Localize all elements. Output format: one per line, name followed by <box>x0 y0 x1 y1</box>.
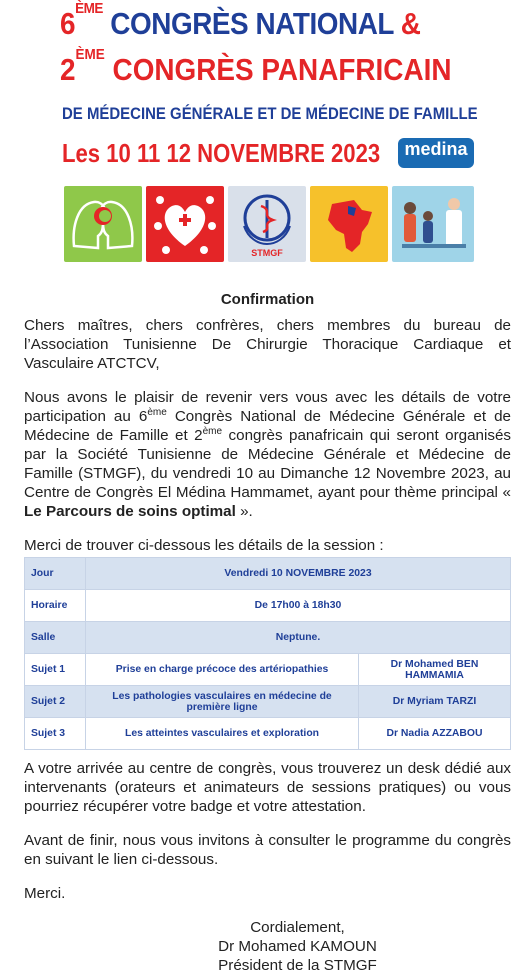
sujet-label: Sujet 2 <box>25 686 86 718</box>
cordialement-text: Cordialement, <box>250 919 345 936</box>
svg-text:STMGF: STMGF <box>251 248 283 258</box>
desk-paragraph: A votre arrivée au centre de congrès, vous trouverez un desk dédié aux intervenants (orateurs et animateurs de sessions pratiques) ou vous pourriez récupérer votre badge et votre attestation. <box>24 760 511 815</box>
session-table <box>24 557 511 750</box>
medina-logo: medina <box>398 138 474 168</box>
letter-title: Confirmation <box>220 291 315 308</box>
signer-title: Président de la STMGF <box>218 957 377 974</box>
details-paragraph: Nous avons le plaisir de revenir vers vous avec les détails de votre participation au 6ème Congrès National de Médecine Générale et de Médecine de Famille et 2ème congrès panafricain qui seront organisés par la Société Tunisienne de Médecine Générale et Médecine de Famille (STMGF), du vendredi 10 au Dimanche 12 Novembre 2023, au Centre de Congrès El Médina Hammamet, ayant pour thème principal « Le Parcours de soins optimal ». <box>24 389 512 520</box>
table-row <box>25 590 511 622</box>
table-row <box>25 558 511 590</box>
programme-paragraph: Avant de finir, nous vous invitons à consulter le programme du congrès en suivant le lien ci-dessous. <box>24 832 511 868</box>
sujet-label: Sujet 1 <box>25 654 86 686</box>
salle-value: Neptune. <box>86 622 511 654</box>
congress-banner <box>0 0 523 272</box>
banner-subtitle: DE MÉDECINE GÉNÉRALE ET DE MÉDECINE DE FAMILLE <box>62 104 478 123</box>
table-row <box>25 718 511 750</box>
banner-dates: Les 10 11 12 NOVEMBRE 2023 <box>62 138 381 168</box>
banner-line-panafricain: 2ÈME CONGRÈS PANAFRICAIN <box>60 46 452 87</box>
horaire-label: Horaire <box>25 590 86 622</box>
family-doctor-illustration-icon <box>392 186 474 262</box>
jour-label: Jour <box>25 558 86 590</box>
letter-closing <box>24 759 511 975</box>
table-row <box>25 686 511 718</box>
sujet-speaker: Dr Mohamed BEN HAMMAMIA <box>359 654 511 686</box>
sujet-topic: Les atteintes vasculaires et exploration <box>86 718 359 750</box>
table-intro: Merci de trouver ci-dessous les détails de la session : <box>24 537 384 554</box>
banner-illustrations <box>64 186 474 262</box>
merci-text: Merci. <box>24 885 66 902</box>
africa-map-icon <box>310 186 388 262</box>
table-row <box>25 622 511 654</box>
sujet-speaker: Dr Nadia AZZABOU <box>359 718 511 750</box>
medical-icons-illustration-icon <box>146 186 224 262</box>
salle-label: Salle <box>25 622 86 654</box>
theme-title: Le Parcours de soins optimal <box>24 503 236 520</box>
horaire-value: De 17h00 à 18h30 <box>86 590 511 622</box>
sujet-topic: Prise en charge précoce des artériopathies <box>86 654 359 686</box>
banner-line-national: 6ÈME CONGRÈS NATIONAL & <box>60 0 421 41</box>
table-row <box>25 654 511 686</box>
stmgf-logo-icon <box>228 186 306 262</box>
jour-value: Vendredi 10 NOVEMBRE 2023 <box>86 558 511 590</box>
sujet-label: Sujet 3 <box>25 718 86 750</box>
sujet-speaker: Dr Myriam TARZI <box>359 686 511 718</box>
sujet-topic: Les pathologies vasculaires en médecine de première ligne <box>86 686 359 718</box>
letter-body <box>24 290 511 555</box>
heads-illustration-icon <box>64 186 142 262</box>
greeting-paragraph: Chers maîtres, chers confrères, chers membres du bureau de l’Association Tunisienne De Chirurgie Thoracique Cardiaque et Vasculaire ATCTCV, <box>24 317 511 372</box>
signer-name: Dr Mohamed KAMOUN <box>218 938 377 955</box>
